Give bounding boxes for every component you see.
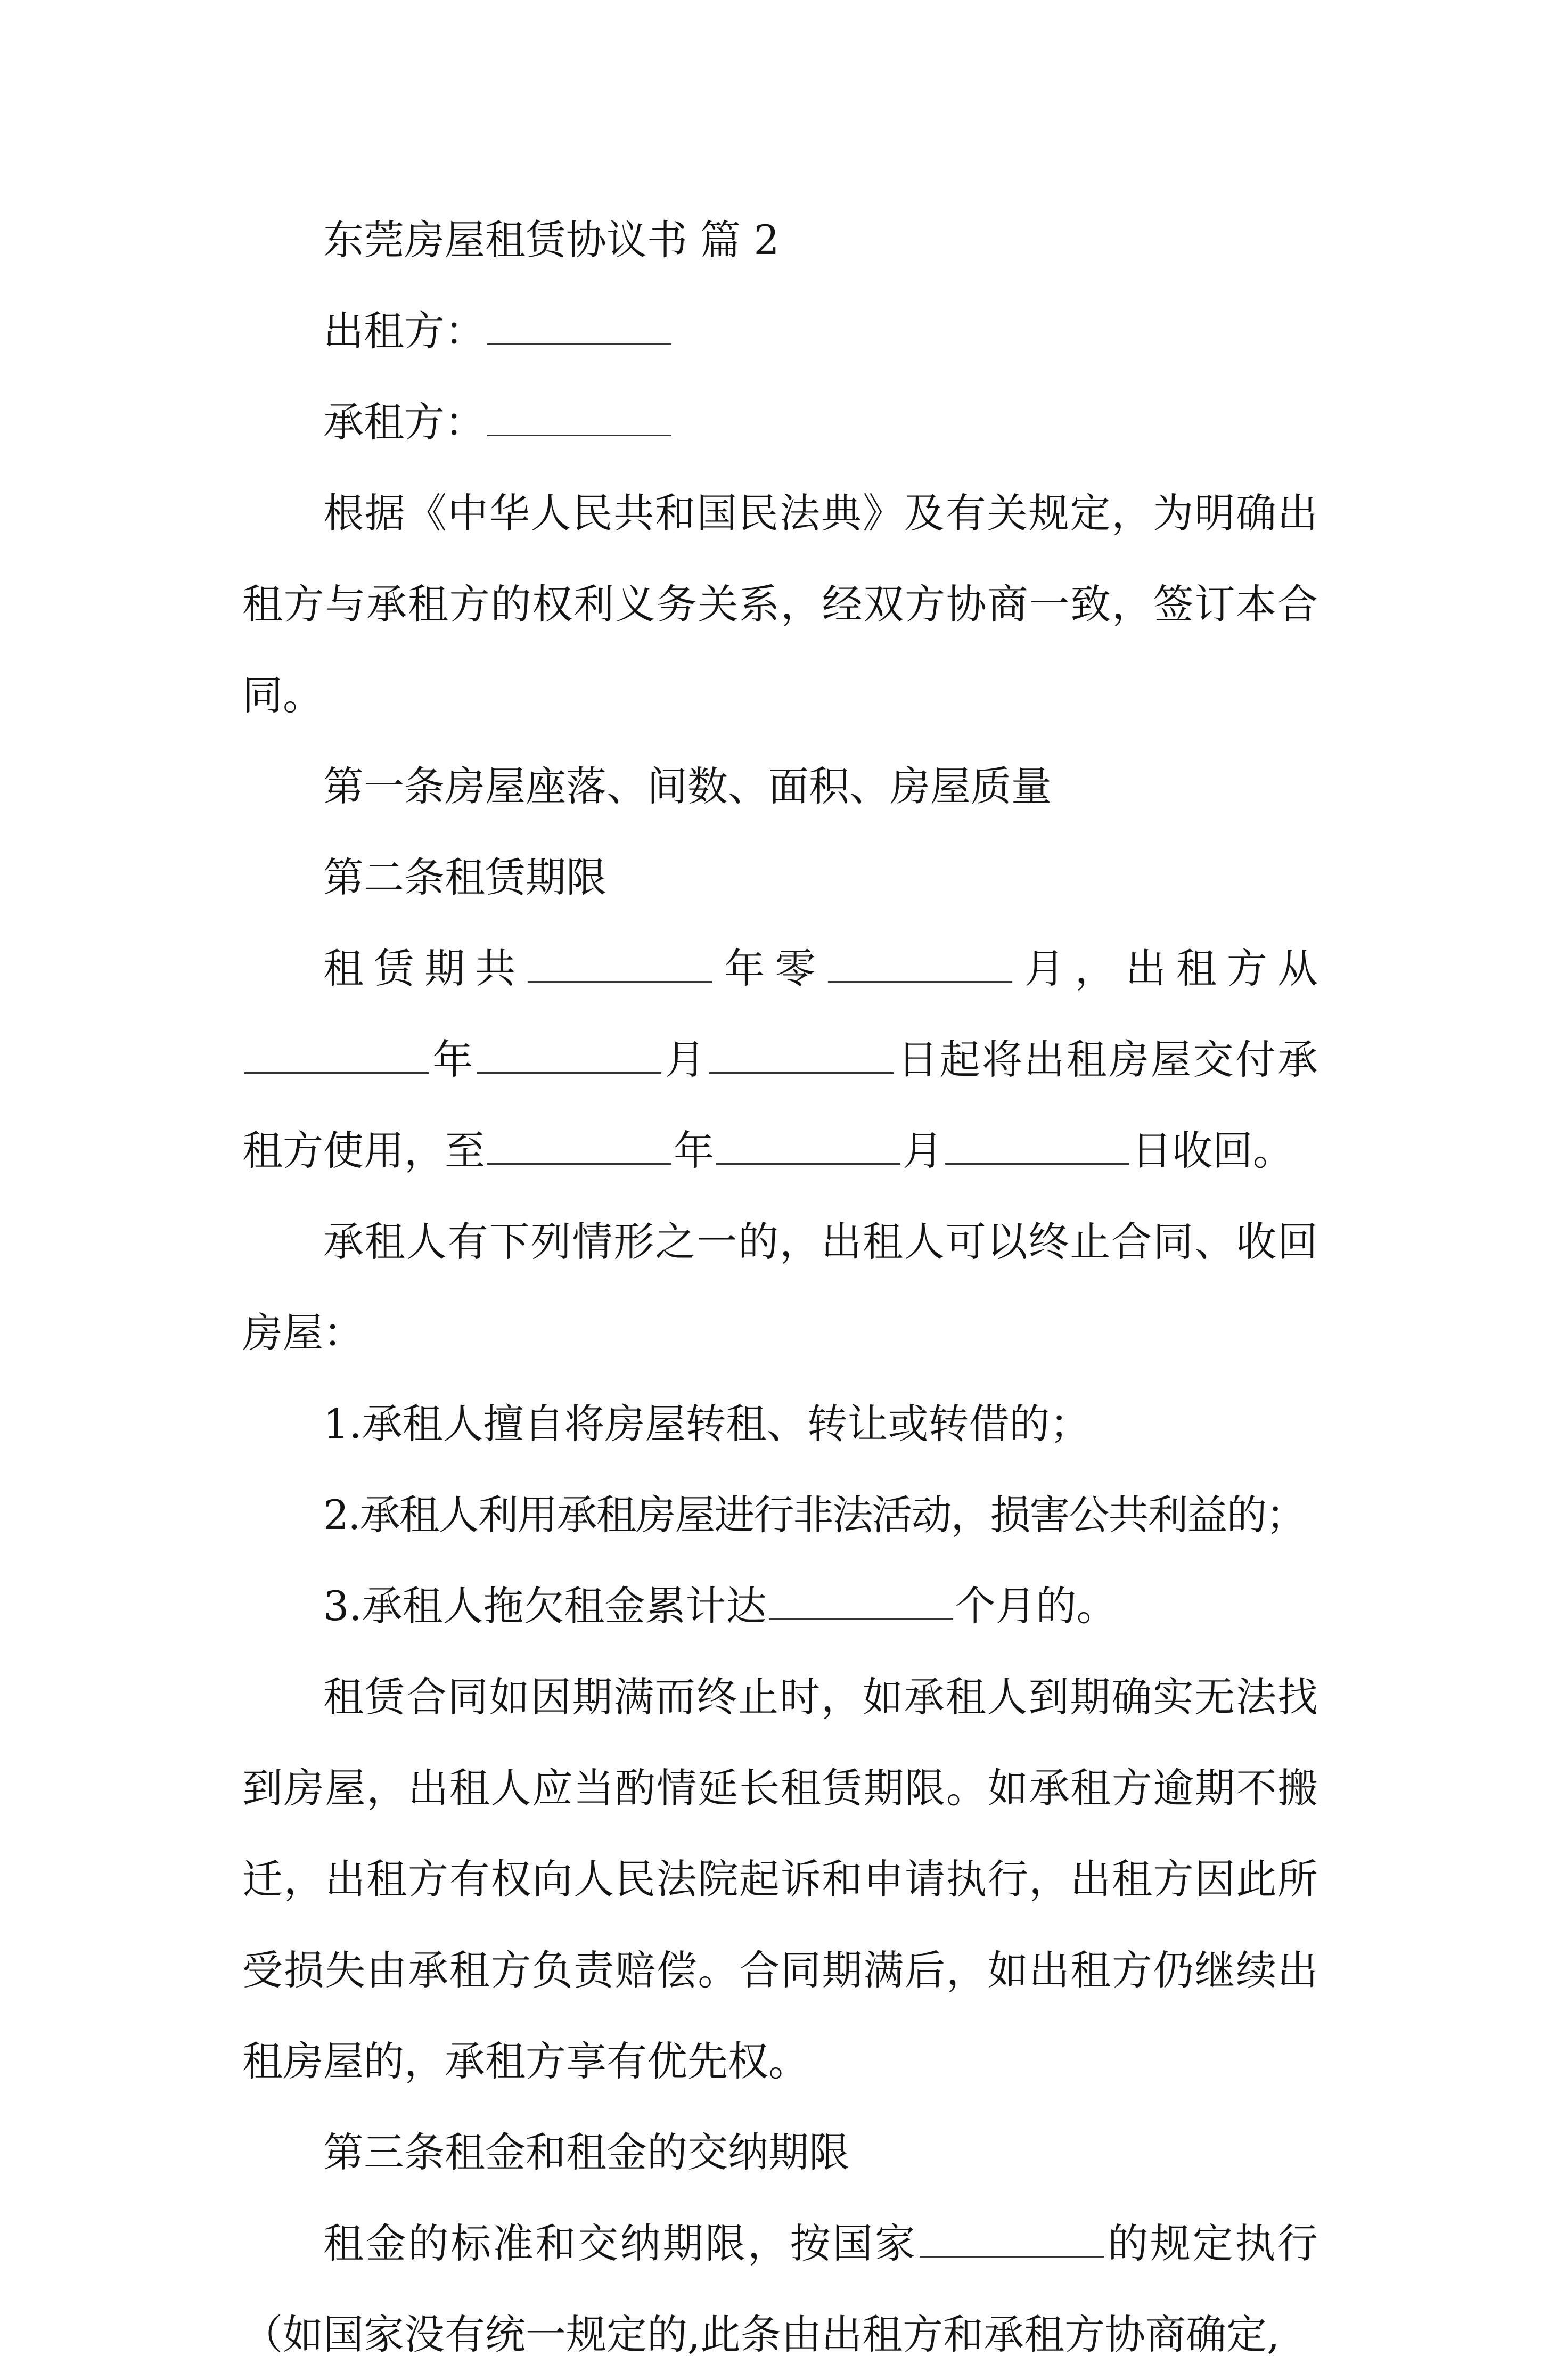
intro-paragraph: 根据《中华人民共和国民法典》及有关规定，为明确出租方与承租方的权利义务关系，经双方协商一致，签订本合同。 [242,489,1318,719]
term-years-blank [528,949,712,983]
lessee-blank [487,403,671,436]
start-month-blank [477,1040,661,1074]
lessor-line: 出租方： [242,285,1318,377]
end-year-blank [487,1131,671,1165]
article-1-heading: 第一条房屋座落、间数、面积、房屋质量 [323,763,1052,810]
rent-paragraph: 租金的标准和交纳期限，按国家 的规定执行（如国家没有统一规定的,此条由出租方和承租方协商确定, [242,2220,1318,2358]
term-months-blank [828,949,1012,983]
end-month-blank [716,1131,900,1165]
rent-standard-blank [920,2224,1104,2258]
document-body [242,194,1318,2380]
article-2-heading: 第二条租赁期限 [323,854,606,901]
article-3-heading: 第三条租金和租金的交纳期限 [323,2129,849,2176]
start-year-blank [244,1040,429,1074]
arrears-months-blank [769,1586,953,1620]
end-day-blank [945,1131,1129,1165]
termination-item-1: 1.承租人擅自将房屋转租、转让或转借的； [323,1400,1091,1447]
lessee-line: 承租方： [242,377,1318,468]
termination-item-2: 2.承租人利用承租房屋进行非法活动，损害公共利益的； [323,1491,1306,1539]
termination-intro: 承租人有下列情形之一的，出租人可以终止合同、收回房屋： [242,1218,1318,1356]
lessor-blank [487,312,671,345]
term-paragraph: 租赁期共 年零 月，出租方从年 月 日起将出租房屋交付承租方使用，至 年 月 日收回。 [242,945,1318,1174]
expiry-paragraph: 租赁合同如因期满而终止时，如承租人到期确实无法找到房屋，出租人应当酌情延长租赁期限。如承租方逾期不搬迁，出租方有权向人民法院起诉和申请执行，出租方因此所受损失由承租方负责赔偿。合同期满后，如出租方仍继续出租房屋的，承租方享有优先权。 [242,1673,1318,2085]
document-title: 东莞房屋租赁协议书 篇 2 [323,216,780,264]
start-day-blank [709,1040,894,1074]
termination-item-3: 3.承租人拖欠租金累计达 个月的。 [323,1582,1117,1630]
